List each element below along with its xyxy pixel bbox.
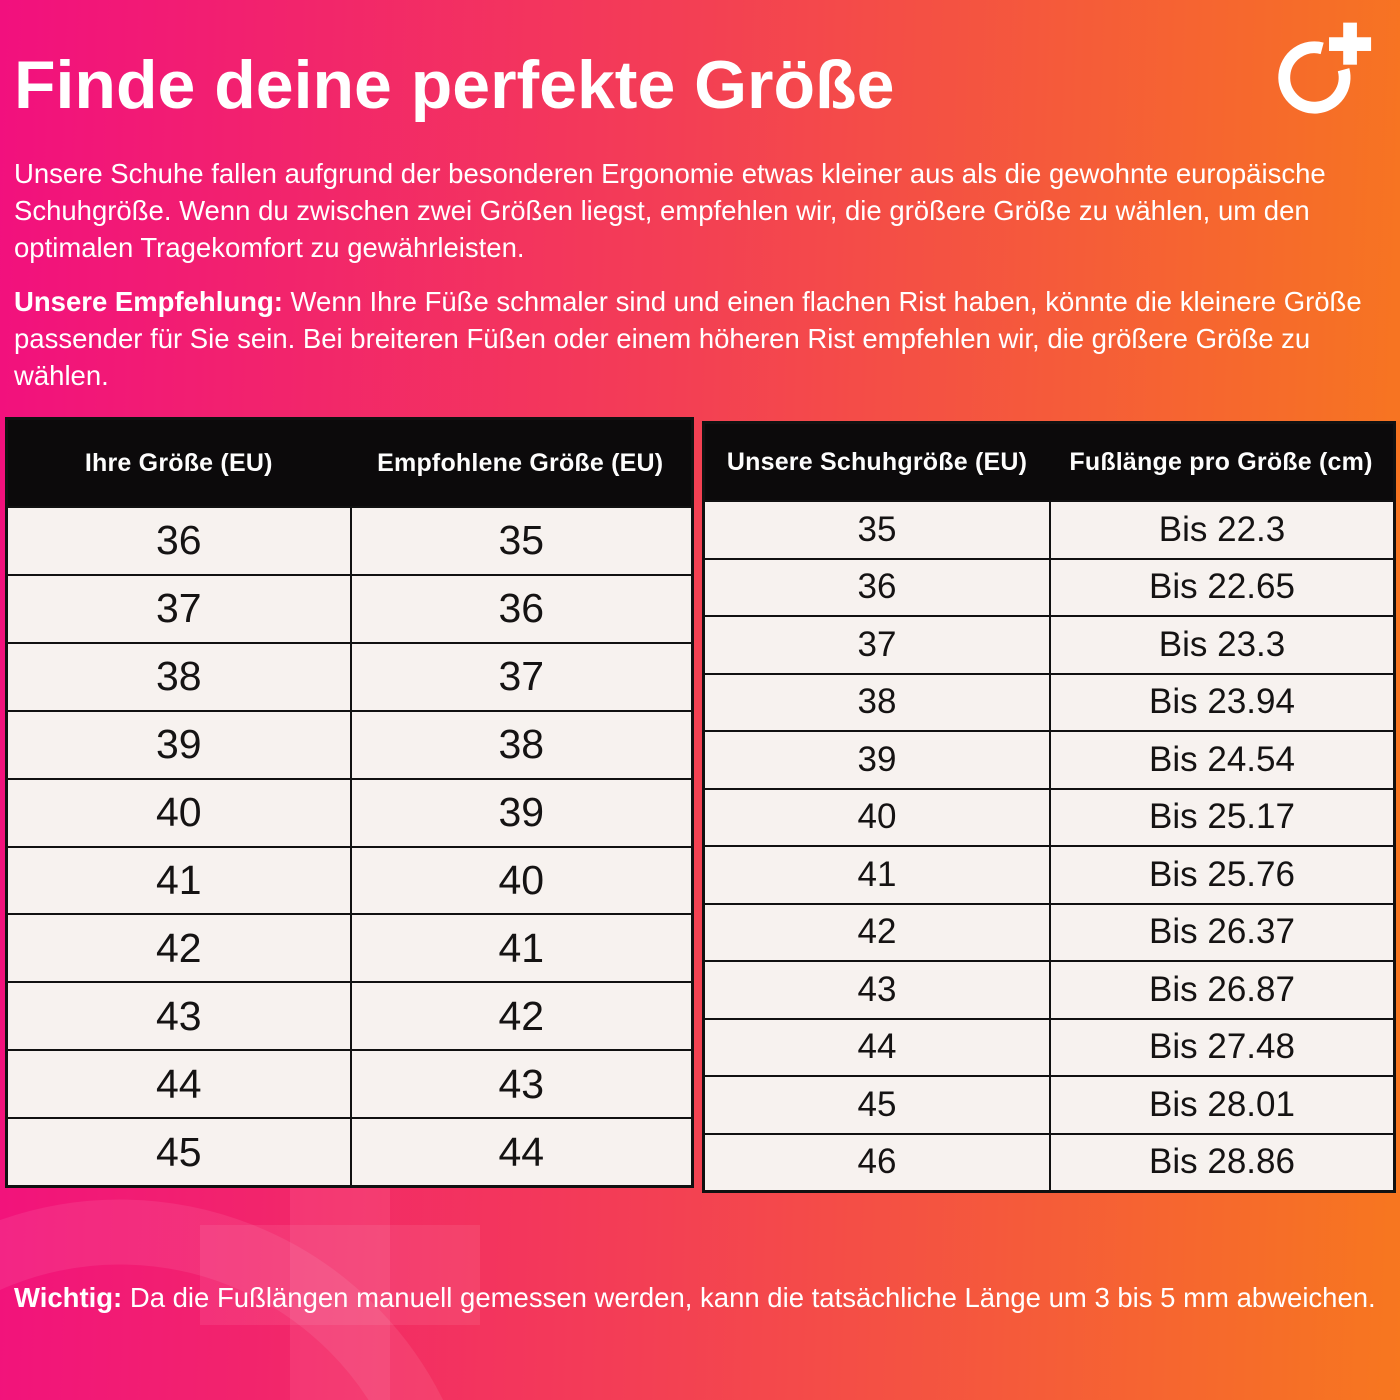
table-cell: 45	[857, 1084, 897, 1124]
important-note-label: Wichtig:	[14, 1282, 123, 1313]
table-cell: Bis 27.48	[1049, 1020, 1393, 1076]
table-cell: Bis 26.87	[1049, 962, 1393, 1018]
column-header-recommended-size-eu: Empfohlene Größe (EU)	[377, 448, 664, 477]
table-row	[705, 673, 1393, 731]
table-row	[705, 558, 1393, 616]
table-row	[705, 615, 1393, 673]
table-row	[8, 506, 691, 574]
table-cell: 43	[155, 992, 202, 1039]
table-cell: 39	[857, 739, 897, 779]
table-cell: 38	[350, 712, 692, 778]
table-cell: 44	[350, 1119, 692, 1185]
page-title: Finde deine perfekte Größe	[14, 47, 895, 123]
table-cell: Bis 22.65	[1049, 560, 1393, 616]
table-cell: 41	[857, 854, 897, 894]
table-cell: 36	[155, 517, 202, 564]
table-cell: 35	[857, 509, 897, 549]
table-cell: 39	[155, 721, 202, 768]
table-row	[8, 778, 691, 846]
table-cell: Bis 28.01	[1049, 1077, 1393, 1133]
table-cell: Bis 25.76	[1049, 847, 1393, 903]
column-header-our-shoe-size-eu: Unsere Schuhgröße (EU)	[726, 447, 1028, 476]
table-row	[705, 1018, 1393, 1076]
table-cell: 40	[350, 848, 692, 914]
intro-text: Unsere Schuhe fallen aufgrund der besonderen Ergonomie etwas kleiner aus als die gewohnte europäische Schuhgröße. Wenn du zwischen zwei Größen liegst, empfehlen wir, die größere Größe zu wählen, um den optimalen Tragekomfort zu gewährleisten.	[14, 158, 1326, 263]
important-note	[14, 1280, 1389, 1317]
table-cell: 37	[857, 624, 897, 664]
table-cell: 41	[350, 915, 692, 981]
table-cell: Bis 26.37	[1049, 905, 1393, 961]
table-row	[705, 960, 1393, 1018]
table-cell: 38	[857, 682, 897, 722]
table-cell: Bis 23.3	[1049, 617, 1393, 673]
table-cell: 40	[857, 797, 897, 837]
table-cell: 38	[155, 653, 202, 700]
table-cell: 43	[857, 969, 897, 1009]
recommendation-text	[14, 284, 1389, 395]
table-cell: Bis 23.94	[1049, 675, 1393, 731]
table-cell: Bis 25.17	[1049, 790, 1393, 846]
table-header-row	[8, 420, 691, 506]
table-cell: 42	[155, 924, 202, 971]
table-cell: 40	[155, 789, 202, 836]
table-cell: 36	[350, 576, 692, 642]
column-header-your-size-eu: Ihre Größe (EU)	[84, 448, 273, 477]
table-cell: 41	[155, 856, 202, 903]
table-row	[8, 574, 691, 642]
table-cell: 44	[857, 1027, 897, 1067]
table-cell: Bis 24.54	[1049, 732, 1393, 788]
foot-length-table-body	[705, 500, 1393, 1190]
size-conversion-table-body	[8, 506, 691, 1185]
table-row	[8, 846, 691, 914]
table-row	[705, 730, 1393, 788]
table-row	[8, 710, 691, 778]
table-row	[8, 642, 691, 710]
foot-length-table	[702, 421, 1396, 1193]
table-row	[8, 1049, 691, 1117]
table-cell: 35	[350, 508, 692, 574]
column-header-foot-length-cm: Fußlänge pro Größe (cm)	[1069, 447, 1373, 476]
important-note-body: Da die Fußlängen manuell gemessen werden, kann die tatsächliche Länge um 3 bis 5 mm abweichen.	[122, 1282, 1376, 1313]
o-plus-logo-icon	[1276, 20, 1372, 124]
recommendation-label: Unsere Empfehlung:	[14, 286, 283, 317]
table-cell: 45	[155, 1128, 202, 1175]
table-row	[8, 913, 691, 981]
table-cell: 36	[857, 567, 897, 607]
table-row	[705, 1075, 1393, 1133]
table-cell: 44	[155, 1060, 202, 1107]
table-cell: Bis 28.86	[1049, 1135, 1393, 1191]
table-cell: 43	[350, 1051, 692, 1117]
table-row	[705, 903, 1393, 961]
table-cell: Bis 22.3	[1049, 502, 1393, 558]
table-cell: 42	[857, 912, 897, 952]
table-cell: 39	[350, 780, 692, 846]
table-row	[705, 1133, 1393, 1191]
table-cell: 46	[857, 1142, 897, 1182]
table-row	[8, 981, 691, 1049]
table-header-row	[705, 424, 1393, 500]
table-cell: 42	[350, 983, 692, 1049]
table-row	[705, 845, 1393, 903]
size-conversion-table	[5, 417, 694, 1188]
table-row	[705, 788, 1393, 846]
recommendation-body: Wenn Ihre Füße schmaler sind und einen flachen Rist haben, könnte die kleinere Größe passender für Sie sein. Bei breiteren Füßen oder einem höheren Rist empfehlen wir, die größere Größe zu wählen.	[14, 286, 1362, 391]
table-row	[705, 500, 1393, 558]
table-cell: 37	[350, 644, 692, 710]
table-row	[8, 1117, 691, 1185]
table-cell: 37	[155, 585, 202, 632]
